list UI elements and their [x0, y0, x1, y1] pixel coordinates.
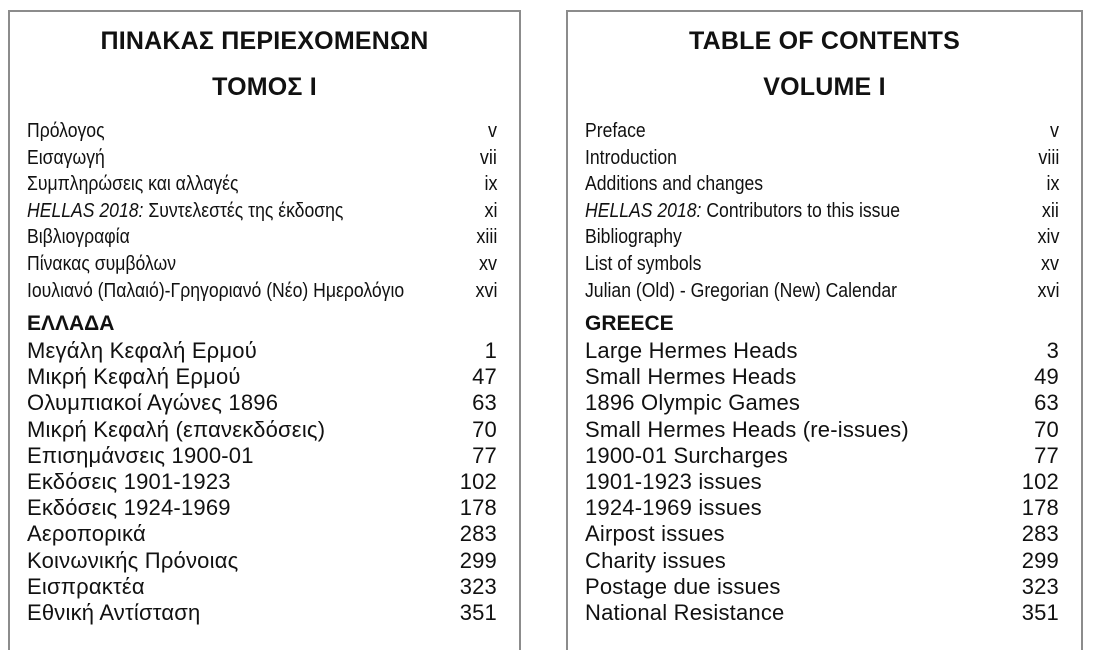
page-number: 178: [459, 495, 497, 521]
toc-panel-english: [566, 10, 1083, 650]
front-matter-label: [27, 224, 130, 251]
toc-entry-label: Airpost issues: [585, 521, 725, 547]
front-matter-label: [585, 224, 682, 251]
front-matter-item: [585, 171, 1059, 198]
toc-entry-label: Small Hermes Heads: [585, 364, 797, 390]
toc-entry: [585, 574, 1059, 600]
page-number: 63: [1034, 390, 1059, 416]
page-number: v: [1050, 120, 1059, 142]
front-matter-label: [585, 278, 897, 305]
page-number: xiv: [1036, 226, 1059, 249]
toc-entry: [585, 495, 1059, 521]
toc-entry: [27, 364, 497, 390]
page-number: 299: [1021, 547, 1059, 573]
page-number: 70: [1034, 416, 1059, 442]
volume-title-english: VOLUME I: [763, 73, 886, 101]
front-matter-item: [585, 145, 1059, 172]
toc-entry: [27, 390, 497, 416]
front-matter-text: Εισαγωγή: [27, 146, 105, 169]
toc-entry: [585, 521, 1059, 547]
front-matter-text: Preface: [585, 120, 646, 142]
page-number: 102: [459, 468, 497, 494]
page-number: xvi: [1036, 279, 1059, 302]
page-number: 283: [1021, 521, 1059, 547]
front-matter-text: Introduction: [585, 146, 677, 169]
toc-entry-label: Επισημάνσεις 1900-01: [27, 442, 254, 468]
front-matter-item: [27, 278, 497, 305]
toc-entry: [27, 495, 497, 521]
page-number: vii: [479, 146, 497, 169]
toc-entry: [585, 338, 1059, 364]
front-matter-label: [27, 278, 404, 305]
toc-entry: [585, 443, 1059, 469]
toc-entry: [585, 364, 1059, 390]
toc-entry: [585, 548, 1059, 574]
toc-entry-label: 1896 Olympic Games: [585, 390, 801, 416]
front-matter-text: Πίνακας συμβόλων: [27, 252, 177, 275]
front-matter-item: [585, 118, 1059, 145]
page-title-greek: ΠΙΝΑΚΑΣ ΠΕΡΙΕΧΟΜΕΝΩΝ: [100, 27, 429, 55]
front-matter-label: [27, 198, 343, 225]
page-number: xi: [483, 199, 497, 222]
volume-title-greek: ΤΟΜΟΣ Ι: [212, 73, 317, 101]
front-matter-item: [27, 145, 497, 172]
front-matter-prefix: HELLAS 2018:: [27, 199, 144, 222]
toc-entry-label: Κοινωνικής Πρόνοιας: [27, 547, 239, 573]
toc-entry-label: 1900-01 Surcharges: [585, 442, 788, 468]
page-number: 77: [1034, 442, 1059, 468]
front-matter-label: [27, 251, 176, 278]
toc-entry-label: Ολυμπιακοί Αγώνες 1896: [27, 390, 279, 416]
toc-entry-label: 1924-1969 issues: [585, 495, 762, 521]
front-matter-text: Πρόλογος: [27, 120, 105, 142]
page-number: 283: [459, 521, 497, 547]
toc-entry: [27, 443, 497, 469]
front-matter-label: [585, 198, 900, 225]
front-matter-item: [585, 278, 1059, 305]
page-number: 63: [472, 390, 497, 416]
section-heading-english: GREECE: [585, 312, 674, 335]
page-number: 77: [472, 442, 497, 468]
toc-entry: [585, 469, 1059, 495]
toc-entry-label: Εθνική Αντίσταση: [27, 599, 201, 625]
page-number: ix: [483, 173, 497, 196]
front-matter-item: [27, 118, 497, 145]
toc-entry: [27, 574, 497, 600]
front-matter-label: [585, 171, 763, 198]
toc-entry-label: Εισπρακτέα: [27, 573, 145, 599]
front-matter-text: Συμπληρώσεις και αλλαγές: [27, 173, 239, 196]
section-heading-greek: ΕΛΛΑΔΑ: [27, 312, 115, 335]
toc-entry: [27, 417, 497, 443]
front-matter-list-greek: [27, 118, 497, 304]
front-matter-text: List of symbols: [585, 252, 702, 275]
toc-entry-label: Small Hermes Heads (re-issues): [585, 416, 909, 442]
toc-panel-greek: [8, 10, 521, 650]
page-title-english: TABLE OF CONTENTS: [689, 27, 960, 55]
page-number: 3: [1046, 338, 1059, 363]
front-matter-text: Contributors to this issue: [701, 199, 901, 222]
toc-entry-label: 1901-1923 issues: [585, 468, 762, 494]
page-number: 47: [472, 364, 497, 390]
front-matter-item: [27, 171, 497, 198]
toc-entry: [585, 417, 1059, 443]
front-matter-list-english: [585, 118, 1059, 304]
page-number: xiii: [475, 226, 497, 249]
toc-entry-label: Μικρή Κεφαλή (επανεκδόσεις): [27, 416, 326, 442]
page-number: 323: [1021, 573, 1059, 599]
front-matter-text: Bibliography: [585, 226, 682, 249]
front-matter-label: [27, 145, 105, 172]
page-number: v: [488, 120, 497, 142]
page-number: 1: [484, 338, 497, 363]
toc-entry: [585, 390, 1059, 416]
front-matter-label: [585, 118, 646, 145]
page-number: ix: [1045, 173, 1059, 196]
entries-list-english: [585, 338, 1059, 626]
toc-entry-label: Charity issues: [585, 547, 726, 573]
front-matter-prefix: HELLAS 2018:: [585, 199, 702, 222]
front-matter-label: [27, 171, 239, 198]
page-number: xv: [479, 252, 497, 275]
front-matter-label: [585, 251, 701, 278]
page-number: 49: [1034, 364, 1059, 390]
front-matter-item: [27, 251, 497, 278]
front-matter-item: [585, 251, 1059, 278]
page-number: xii: [1041, 199, 1059, 222]
front-matter-label: [585, 145, 677, 172]
front-matter-item: [585, 224, 1059, 251]
toc-entry: [27, 548, 497, 574]
front-matter-text: Ιουλιανό (Παλαιό)-Γρηγοριανό (Νέο) Ημερολόγιο: [27, 279, 405, 302]
front-matter-text: Julian (Old) - Gregorian (New) Calendar: [585, 279, 898, 302]
toc-entry-label: Εκδόσεις 1901-1923: [27, 468, 231, 494]
toc-entry-label: Μεγάλη Κεφαλή Ερμού: [27, 338, 257, 363]
entries-list-greek: [27, 338, 497, 626]
front-matter-item: [27, 198, 497, 225]
page-number: 102: [1021, 468, 1059, 494]
page-number: 299: [459, 547, 497, 573]
front-matter-item: [585, 198, 1059, 225]
front-matter-text: Συντελεστές της έκδοσης: [143, 199, 344, 222]
toc-entry: [585, 600, 1059, 626]
front-matter-text: Βιβλιογραφία: [27, 226, 130, 249]
front-matter-text: Additions and changes: [585, 173, 764, 196]
toc-entry: [27, 521, 497, 547]
front-matter-item: [27, 224, 497, 251]
page-number: 323: [459, 573, 497, 599]
toc-entry-label: Μικρή Κεφαλή Ερμού: [27, 364, 241, 390]
toc-entry: [27, 338, 497, 364]
page-number: xv: [1041, 252, 1059, 275]
toc-entry-label: National Resistance: [585, 599, 785, 625]
page-number: 351: [1021, 599, 1059, 625]
toc-entry: [27, 600, 497, 626]
page-number: xvi: [474, 279, 497, 302]
page-number: 70: [472, 416, 497, 442]
toc-entry-label: Postage due issues: [585, 573, 781, 599]
toc-entry-label: Εκδόσεις 1924-1969: [27, 495, 231, 521]
page-number: viii: [1037, 146, 1059, 169]
page-number: 178: [1021, 495, 1059, 521]
toc-entry-label: Αεροπορικά: [27, 521, 146, 547]
toc-entry-label: Large Hermes Heads: [585, 338, 798, 363]
toc-entry: [27, 469, 497, 495]
front-matter-label: [27, 118, 105, 145]
page-number: 351: [459, 599, 497, 625]
